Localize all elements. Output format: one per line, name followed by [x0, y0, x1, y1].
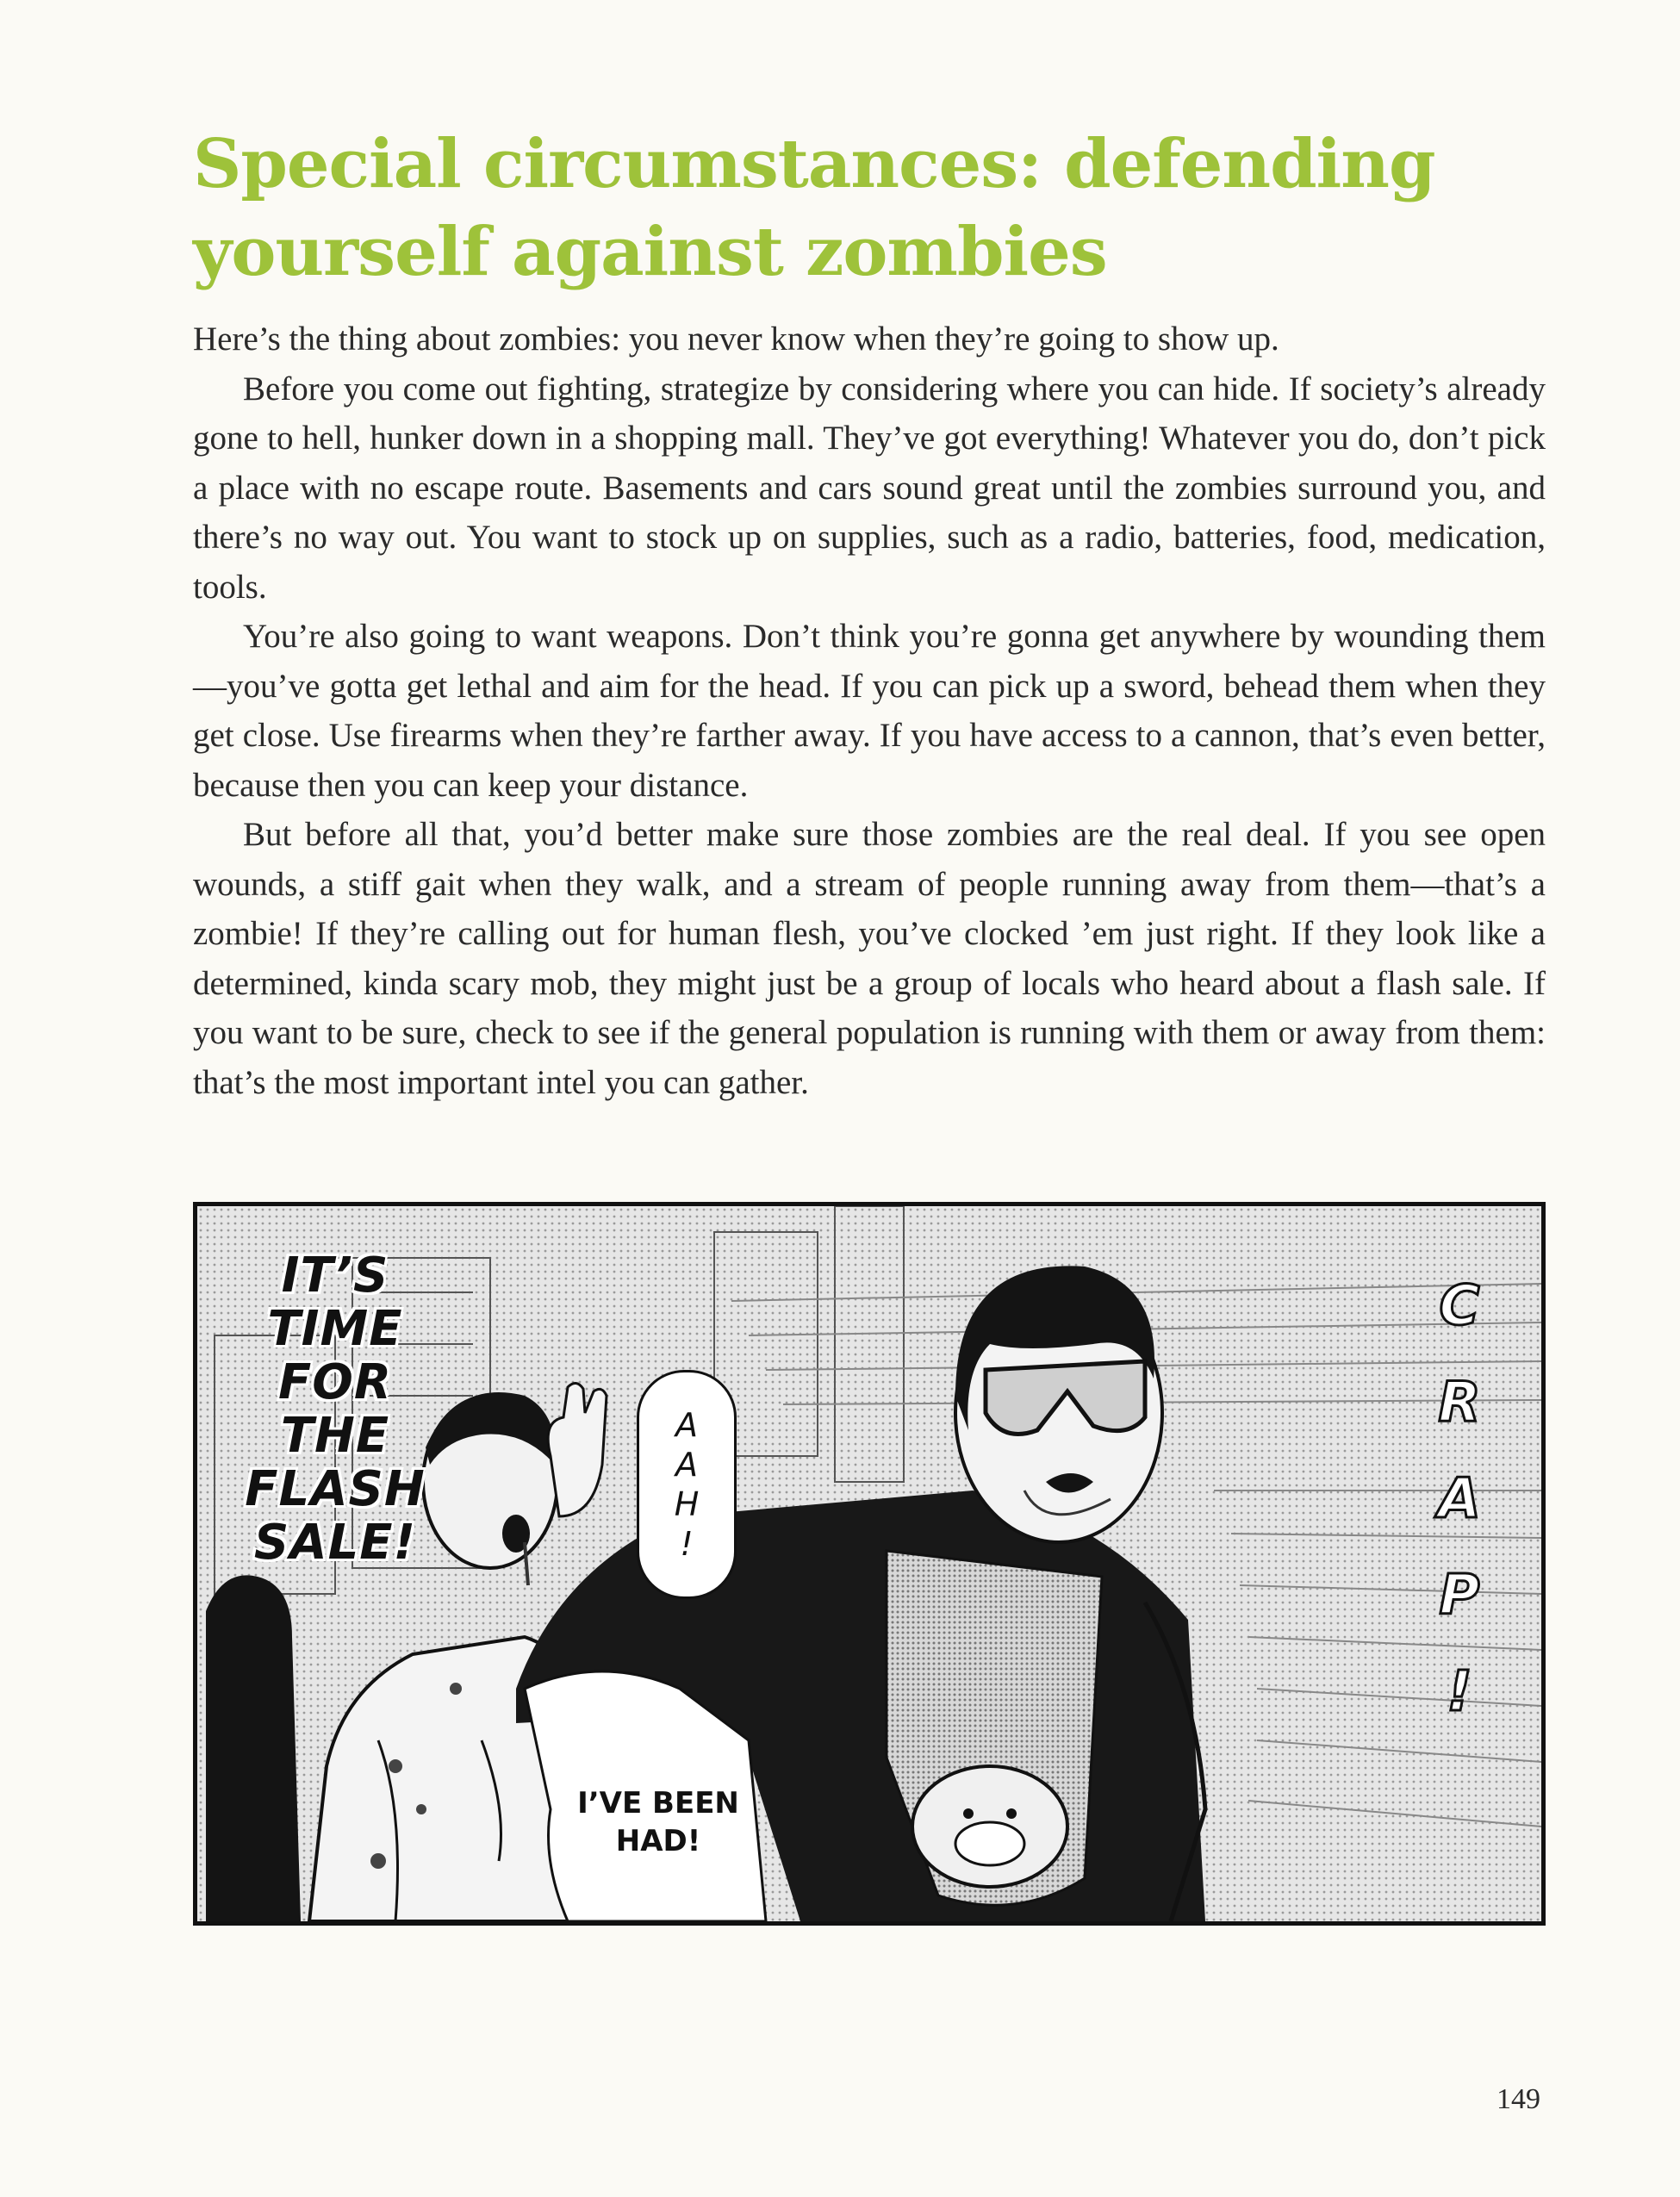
- sfx-letter: !: [1447, 1660, 1472, 1724]
- sound-effect-crap: [1412, 1258, 1507, 1740]
- sfx-letter: C: [1439, 1274, 1480, 1338]
- bubble-letter: H: [674, 1485, 700, 1523]
- paragraph: Here’s the thing about zombies: you never know when they’re going to show up.: [193, 321, 1279, 358]
- sfx-letter: R: [1438, 1371, 1481, 1435]
- speech-bubble-aah: [637, 1370, 737, 1599]
- comic-panel: [193, 1202, 1546, 1926]
- body-text: [193, 314, 1546, 1107]
- page-number: 149: [1496, 2083, 1540, 2115]
- speech-bubble-been-had: I’VE BEEN HAD!: [577, 1786, 739, 1858]
- paragraph: But before all that, you’d better make sure those zombies are the real deal. If you see open wounds, a stiff gait when they walk, and a stream of people running away from them—that’s a zombie! If they’re calling out for human flesh, you’ve clocked ’em just right. If they look like a determined, kinda scary mob, they might just be a group of locals who heard about a flash sale. If you want to be sure, check to see if the general population is running with them or away from them: that’s the most important intel you can gather.: [193, 816, 1546, 1101]
- page-heading: Special circumstances: defending yourself against zombies: [193, 125, 1435, 291]
- paragraph: Before you come out fighting, strategize by considering where you can hide. If society’s already gone to hell, hunker down in a shopping mall. They’ve got everything! Whatever you do, don’t pick a place with no escape route. Basements and cars sound great until the zombies surround you, and there’s no way out. You want to stock up on supplies, such as a radio, batteries, food, medication, tools.: [193, 370, 1546, 606]
- paragraph: You’re also going to want weapons. Don’t think you’re gonna get anywhere by wounding them—you’ve gotta get lethal and aim for the head. If you can pick up a sword, behead them when they get close. Use firearms when they’re farther away. If you have access to a cannon, that’s even better, because then you can keep your distance.: [193, 618, 1546, 804]
- bubble-letter: A: [675, 1406, 698, 1444]
- sfx-letter: A: [1438, 1467, 1481, 1531]
- girl-silhouette: [206, 1575, 301, 1921]
- caption-flash-sale: IT’S TIME FOR THE FLASH SALE!: [245, 1248, 426, 1571]
- bubble-letter: A: [675, 1446, 698, 1484]
- sfx-letter: P: [1439, 1564, 1480, 1628]
- bubble-letter: !: [680, 1525, 694, 1563]
